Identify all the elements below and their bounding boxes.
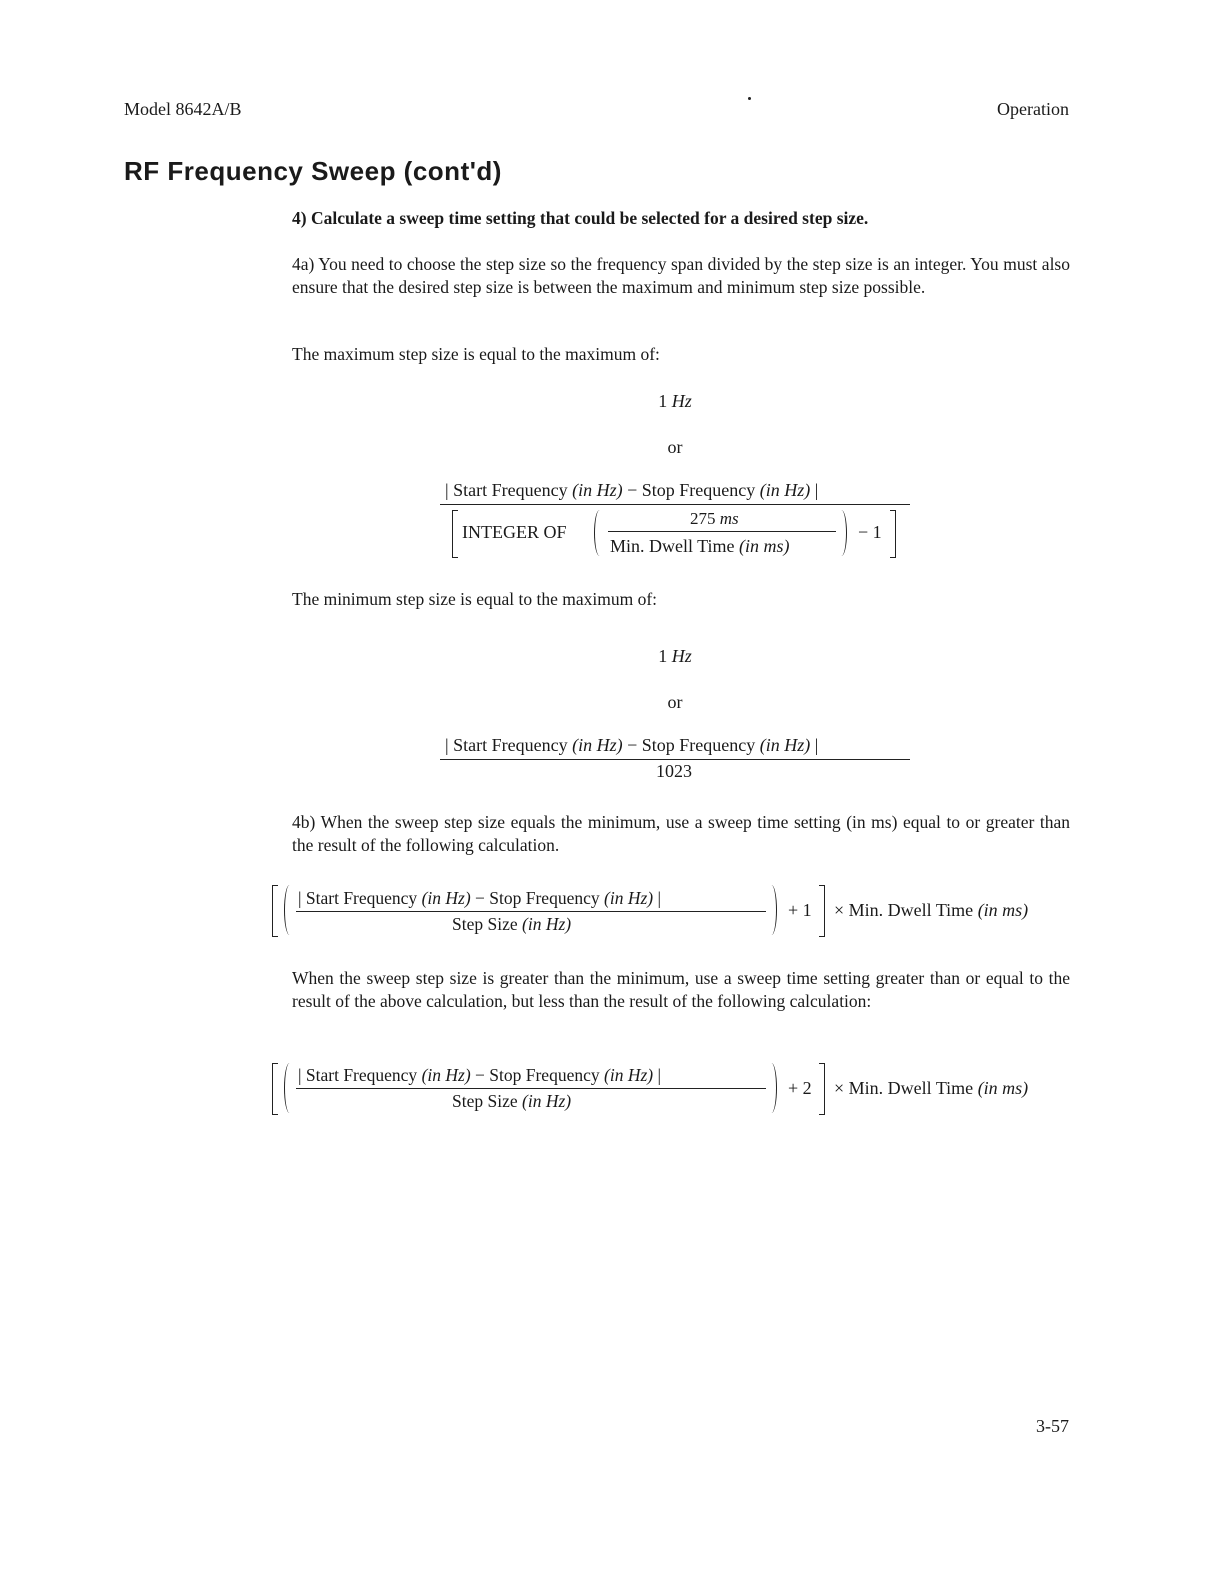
min-option-or: or: [667, 692, 683, 712]
min-numerator: | Start Frequency (in Hz) − Stop Frequency (in Hz) |: [445, 735, 819, 755]
sweep1-numerator: | Start Frequency (in Hz) − Stop Frequency (in Hz) |: [298, 888, 661, 908]
header-model: Model 8642A/B: [124, 99, 242, 119]
left-paren: [594, 510, 605, 556]
plus-two: + 2: [788, 1078, 812, 1098]
integer-of-label: INTEGER OF: [462, 522, 567, 542]
min-fraction-bar: [440, 759, 910, 760]
min-step-intro: The minimum step size is equal to the maximum of:: [292, 589, 658, 609]
sweep1-fraction-bar: [296, 911, 766, 912]
plus-one: + 1: [788, 900, 812, 920]
times-min-dwell: × Min. Dwell Time (in ms): [834, 1078, 1029, 1098]
max-step-intro: The maximum step size is equal to the maximum of:: [292, 344, 660, 364]
right-paren: [766, 1063, 777, 1113]
denominator-1023: 1023: [656, 761, 692, 781]
left-paren: [284, 1063, 295, 1113]
page-number: 3-57: [1036, 1416, 1069, 1436]
paragraph-greater: When the sweep step size is greater than the minimum, use a sweep time setting greater than or equal to the result of the above calculation, but less than the result of the following calculation:: [292, 968, 1070, 1011]
min-option-1hz: 1 Hz: [658, 646, 692, 666]
paragraph-4b: 4b) When the sweep step size equals the minimum, use a sweep time setting (in ms) equal to or greater than the result of the following calculation.: [292, 812, 1070, 855]
outer-right-bracket: [819, 1063, 825, 1115]
sweep2-fraction-bar: [296, 1088, 766, 1089]
paragraph-4a: 4a) You need to choose the step size so the frequency span divided by the step size is an integer. You must also ensure that the desired step size is between the maximum and minimum step size possible.: [292, 254, 1070, 297]
right-paren: [836, 510, 847, 556]
outer-left-bracket: [272, 885, 278, 937]
minus-one: − 1: [858, 522, 882, 542]
min-dwell-denominator: Min. Dwell Time (in ms): [610, 536, 790, 556]
times-min-dwell: × Min. Dwell Time (in ms): [834, 900, 1029, 920]
sweep2-denominator: Step Size (in Hz): [452, 1091, 572, 1111]
max-numerator: | Start Frequency (in Hz) − Stop Frequency (in Hz) |: [445, 480, 819, 500]
outer-right-bracket: [819, 885, 825, 937]
inner-fraction-bar: [608, 531, 836, 532]
max-fraction-bar: [440, 504, 910, 505]
left-bracket: [452, 510, 458, 558]
sweep1-denominator: Step Size (in Hz): [452, 914, 572, 934]
max-option-1hz: 1 Hz: [658, 391, 692, 411]
section-title: RF Frequency Sweep (cont'd): [124, 156, 502, 186]
max-option-or: or: [667, 437, 683, 457]
step4-heading: 4) Calculate a sweep time setting that could be selected for a desired step size.: [292, 208, 869, 228]
stray-dot: [748, 97, 751, 100]
right-bracket: [890, 510, 896, 558]
ms275: 275 ms: [690, 509, 739, 528]
header-section: Operation: [997, 99, 1069, 119]
right-paren: [766, 885, 777, 935]
left-paren: [284, 885, 295, 935]
outer-left-bracket: [272, 1063, 278, 1115]
sweep2-numerator: | Start Frequency (in Hz) − Stop Frequency (in Hz) |: [298, 1065, 661, 1085]
